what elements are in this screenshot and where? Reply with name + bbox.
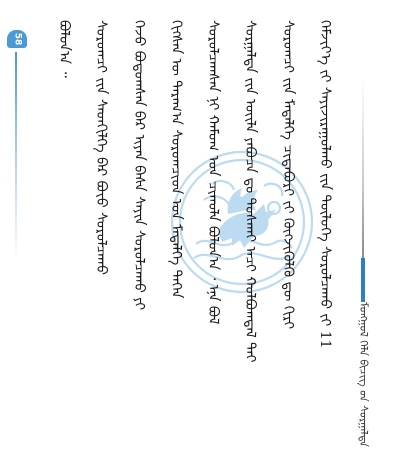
header-accent-bar [361,258,365,302]
text-column: ᠰᠤᠷᠤᠯᠴᠠᠭᠰᠠᠨ ᠨᠢ ᠬᠠᠮᠤᠭ ᠤᠨ ᠴᠢᠬᠤᠯᠠ ᠪᠣᠯᠤᠨ᠎ᠠ ᠂ ᠡᠨᠡ ᠪᠣᠯ [205,20,222,325]
left-margin-rule [15,52,17,262]
text-column: ᠪᠣᠯᠤᠨ᠎ᠠ ᠃ [56,20,72,78]
page-number-tab [7,30,27,48]
header-rule [362,78,364,258]
vertical-text-body [52,20,337,450]
text-column: ᠬᠡᠮᠵᠢᠶ᠎ᠡ ᠶ᠋ᠢ ᠰᠠᠶᠢᠵᠢᠷᠠᠭᠤᠯᠬᠤ ᠶ᠋ᠢᠨ ᠲᠥᠯᠥᠭᠡ ᠰᠤᠷᠤᠯᠴᠠᠬᠤ ᠶ᠋ᠢ 11 [316,20,333,349]
text-column: ᠰᠤᠷᠤᠭᠴᠢ ᠶ᠋ᠢᠨ ᠰᠡᠳᠬᠢᠯᠭᠡ ᠪᠡᠷ ᠪᠤᠶ᠋ᠤ ᠰᠤᠷᠤᠯᠴᠠᠬᠤ [93,20,110,275]
text-column: ᠰᠤᠷᠭᠠᠯᠲᠠ ᠶ᠋ᠢᠨ ᠦᠢᠯᠡ ᠶᠠᠪᠤᠴᠠ ᠳᠤ ᠲᠤᠰᠬᠠᠢ ᠠᠴᠢ ᠬᠣᠯᠪᠣᠭᠳᠠᠯ ᠲᠠᠢ [242,20,259,363]
text-column: ᠬᠢᠭᠰᠡᠨ ᠦ ᠳᠠᠷᠠᠭ᠎ᠠ ᠰᠤᠷᠤᠭᠴᠢᠳ ᠤᠨ ᠮᠡᠳᠡᠯᠭᠡ ᠳᠡᠭᠡᠨ [167,20,184,299]
running-header-title: ᠮᠣᠩᠭᠣᠯ ᠬᠡᠯᠡ ᠪᠢᠴᠢᠭ᠌ ᠤ᠋ᠨ ᠰᠤᠷᠭᠠᠯᠲᠠ [357,302,370,447]
page-number: 58 [12,32,22,46]
text-column: ᠰᠤᠷᠤᠭᠴᠢ ᠶ᠋ᠢᠨ ᠮᠡᠳᠡᠯᠭᠡ ᠴᠢᠳᠠᠪᠤᠷᠢ ᠶ᠋ᠢ ᠬᠥᠭᠵᠢᠭᠦᠯᠬᠦ ᠳᠦ ᠬᠢᠷᠢ [279,20,296,330]
running-header [351,302,375,452]
text-column: ᠭᠡᠵᠦ ᠪᠣᠳᠣᠭᠰᠠᠨ ᠪᠡᠷ ᠢᠶᠡᠨ ᠪᠠᠰᠠ ᠰᠠᠶᠢᠨ ᠰᠤᠷᠤᠯᠴᠠᠬᠤ ᠶᠢ [130,20,147,311]
